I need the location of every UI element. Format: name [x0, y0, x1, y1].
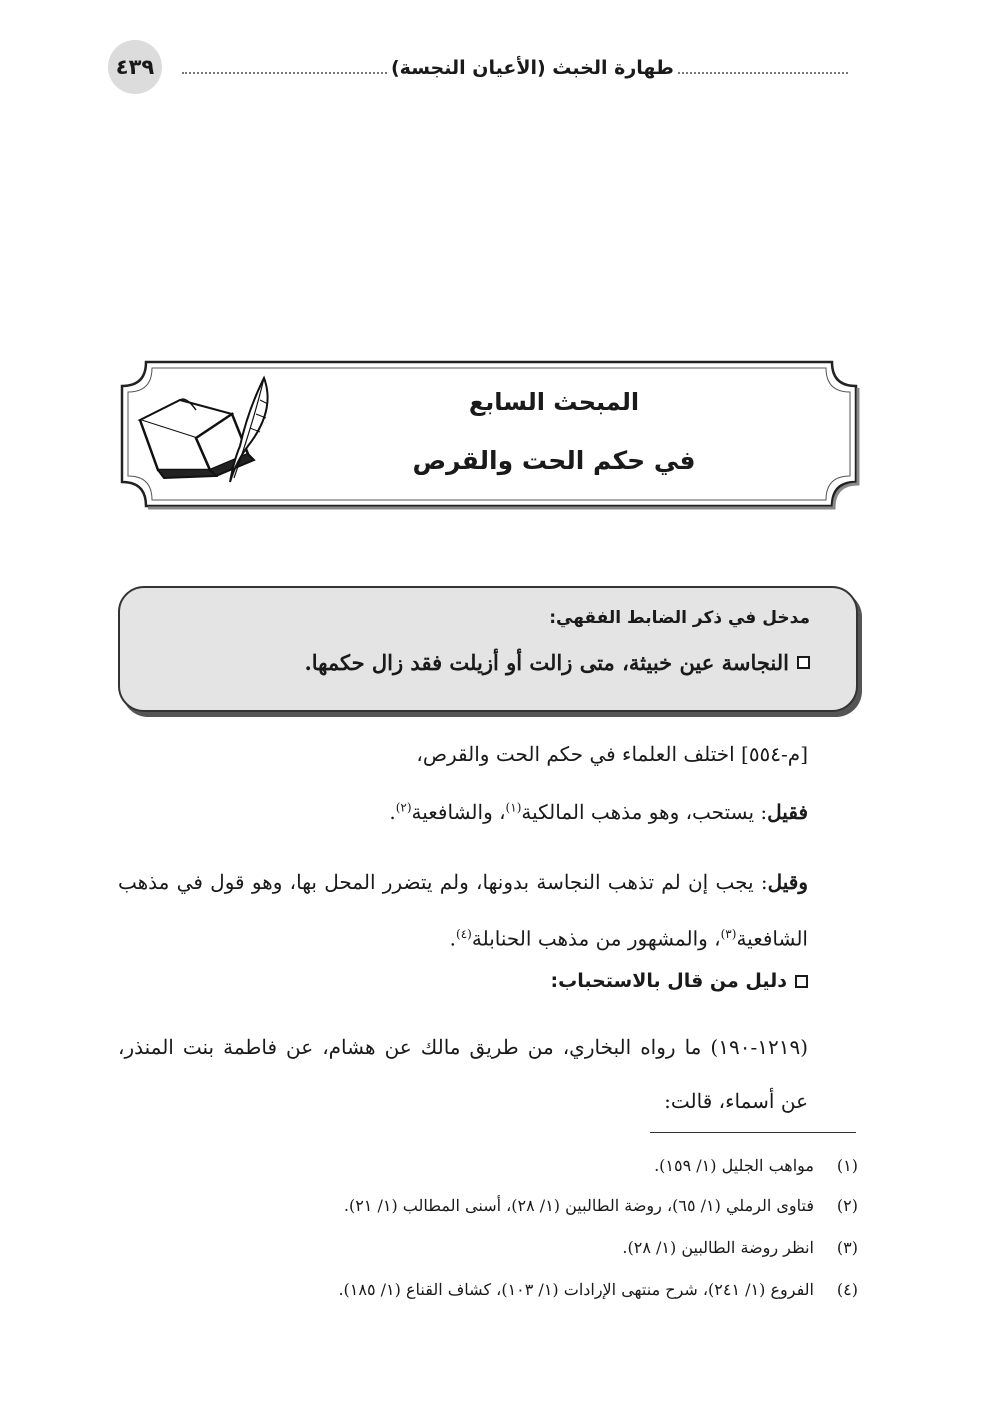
- footnote-separator: [650, 1132, 856, 1133]
- paragraph-3-lead: وقيل: [767, 870, 808, 894]
- chapter-number-heading: المبحث السابع: [468, 388, 640, 416]
- page-header: [108, 40, 848, 96]
- paragraph-3: [118, 856, 858, 965]
- paragraph-2-text-c: .: [389, 800, 396, 824]
- footnote-3-text: انظر روضة الطالبين (١/ ٢٨).: [622, 1238, 814, 1257]
- footnote-4: [338, 1280, 858, 1299]
- footnote-2-text: فتاوى الرملي (١/ ٦٥)، روضة الطالبين (١/ ٢٨)، أسنى المطالب (١/ ٢١).: [343, 1196, 814, 1215]
- footnote-ref-1[interactable]: (١): [505, 800, 522, 815]
- footnote-2: [344, 1196, 858, 1215]
- paragraph-2-text-a: : يستحب، وهو مذهب المالكية: [521, 800, 768, 824]
- footnote-ref-4[interactable]: (٤): [456, 927, 472, 941]
- paragraph-2: [118, 796, 858, 828]
- paragraph-1: [م-٥٥٤] اختلف العلماء في حكم الحت والقرص،: [416, 742, 808, 766]
- leader-dots-right: [182, 72, 387, 74]
- page-number: ٤٣٩: [108, 40, 162, 94]
- paragraph-2-lead: فقيل: [767, 800, 808, 824]
- paragraph-3-text-b: ، والمشهور من مذهب الحنابلة: [471, 926, 721, 951]
- rule-box-title: مدخل في ذكر الضابط الفقهي:: [549, 608, 810, 628]
- paragraph-3-text-a: : يجب إن لم تذهب النجاسة بدونها، ولم يتضرر المحل بها، وهو قول في مذهب الشافعية: [118, 870, 808, 951]
- rule-text: النجاسة عين خبيثة، متى زالت أو أزيلت فقد زال حكمها.: [304, 650, 789, 675]
- paragraph-4: (١٢١٩-١٩٠) ما رواه البخاري، من طريق مالك عن هشام، عن فاطمة بنت المنذر، عن أسماء، قالت:: [118, 1035, 808, 1113]
- leader-dots-left: [678, 72, 848, 74]
- paragraph-2-text-b: ، والشافعية: [411, 800, 506, 824]
- square-bullet-icon: [795, 975, 808, 988]
- footnote-ref-2[interactable]: (٢): [395, 800, 412, 815]
- footnote-1: [654, 1156, 858, 1175]
- book-and-quill-icon: [136, 370, 276, 488]
- chapter-title-heading: في حكم الحت والقرص: [412, 446, 696, 475]
- square-bullet-icon: [797, 656, 810, 669]
- running-title-bar: [182, 54, 848, 82]
- running-title: طهارة الخبث (الأعيان النجسة): [391, 57, 674, 79]
- subheading-row: [118, 966, 858, 996]
- footnote-1-text: مواهب الجليل (١/ ١٥٩).: [654, 1156, 814, 1175]
- paragraph-3-text-c: .: [449, 926, 457, 951]
- chapter-heading-box: [118, 358, 860, 510]
- rule-statement: [304, 650, 810, 675]
- jurisprudential-rule-box: [118, 586, 858, 712]
- footnote-ref-3[interactable]: (٣): [720, 927, 737, 941]
- footnote-3: [622, 1238, 858, 1257]
- evidence-subheading: [118, 966, 808, 996]
- footnote-1-number: (١): [836, 1156, 858, 1175]
- footnote-3-number: (٣): [836, 1238, 858, 1257]
- footnote-4-number: (٤): [836, 1280, 858, 1299]
- footnote-2-number: (٢): [836, 1196, 858, 1215]
- footnote-4-text: الفروع (١/ ٢٤١)، شرح منتهى الإرادات (١/ ١٠٣)، كشاف القناع (١/ ١٨٥).: [338, 1280, 814, 1299]
- subheading-text: دليل من قال بالاستحباب:: [550, 970, 787, 992]
